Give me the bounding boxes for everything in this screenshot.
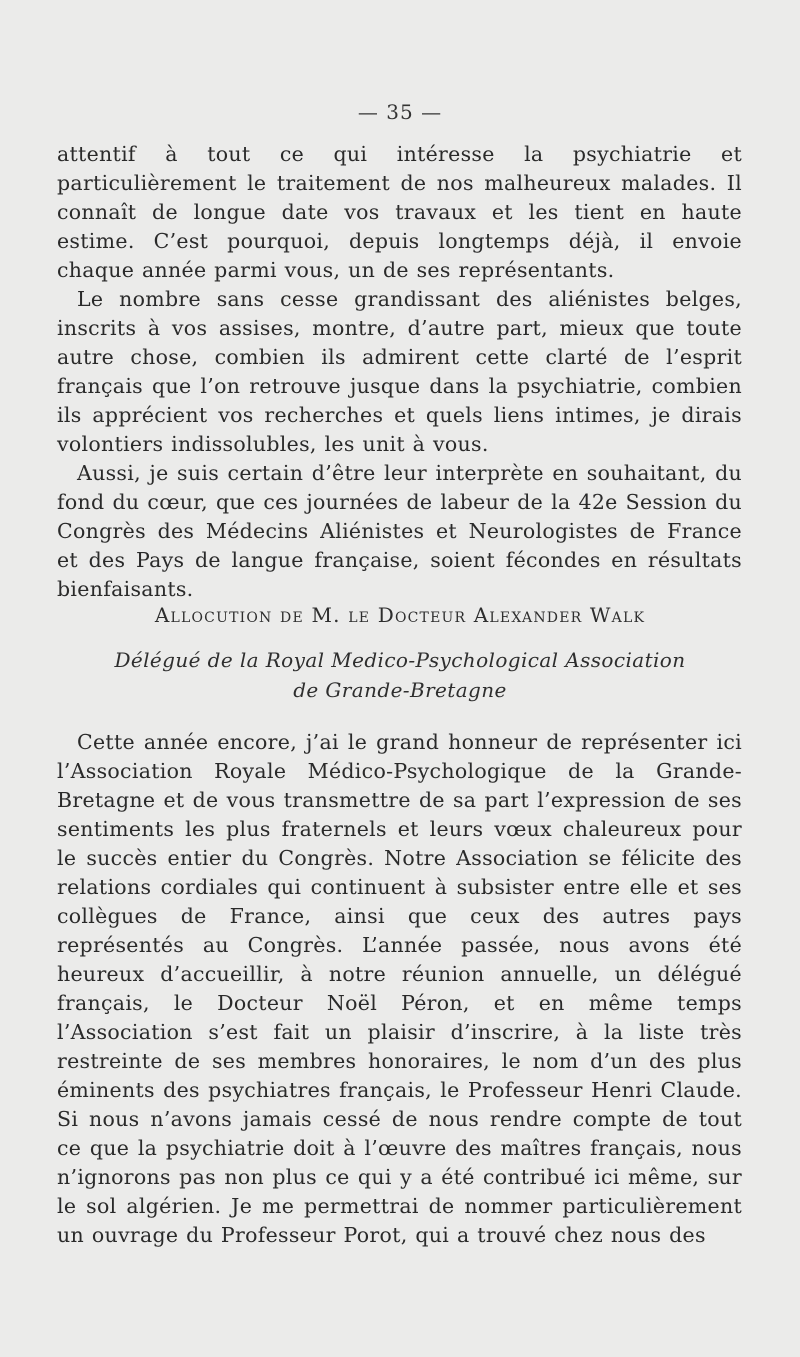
page-number: — 35 — [357,100,443,124]
section-heading: Allocution de M. le Docteur Alexander Walk [154,603,646,627]
paragraph: Le nombre sans cesse grandissant des aliénistes belges, inscrits à vos assises, montre, d’autre part, mieux que toute autre chose, combien ils admirent cette clarté de l’esprit français que l’on retrouve jusque dans la psychiatrie, combien ils apprécient vos recherches et quels liens intimes, je dirais volontiers indissolubles, les unit à vous. [57,287,742,456]
speech-continuation [57,140,742,604]
speaker-affiliation-line2: de Grande-Bretagne [293,678,507,702]
paragraph: Cette année encore, j’ai le grand honneur de représenter ici l’Association Royale Médico-Psychologique de la Grande-Bretagne et de vous transmettre de sa part l’expression de ses sentiments les plus fraternels et leurs vœux chaleureux pour le succès entier du Congrès. Notre Association se félicite des relations cordiales qui continuent à subsister entre elle et ses collègues de France, ainsi que ceux des autres pays représentés au Congrès. L’année passée, nous avons été heureux d’accueillir, à notre réunion annuelle, un délégué français, le Docteur Noël Péron, et en même temps l’Association s’est fait un plaisir d’inscrire, à la liste très restreinte de ses membres honoraires, le nom d’un des plus éminents des psychiatres français, le Professeur Henri Claude. Si nous n’avons jamais cessé de nous rendre compte de tout ce que la psychiatrie doit à l’œuvre des maîtres français, nous n’ignorons pas non plus ce qui y a été contribué ici même, sur le sol algérien. Je me permettrai de nommer particulièrement un ouvrage du Professeur Porot, qui a trouvé chez nous des [57,730,742,1247]
allocution-body [57,728,742,1250]
speaker-affiliation: Délégué de la Royal Medico-Psychological Association [114,648,686,672]
paragraph: Aussi, je suis certain d’être leur interprète en souhaitant, du fond du cœur, que ces journées de labeur de la 42e Session du Congrès des Médecins Aliénistes et Neurologistes de France et des Pays de langue française, soient fécondes en résultats bienfaisants. [57,461,742,601]
paragraph: attentif à tout ce qui intéresse la psychiatrie et particulièrement le traitement de nos malheureux malades. Il connaît de longue date vos travaux et les tient en haute estime. C’est pourquoi, depuis longtemps déjà, il envoie chaque année parmi vous, un de ses représentants. [57,142,742,282]
